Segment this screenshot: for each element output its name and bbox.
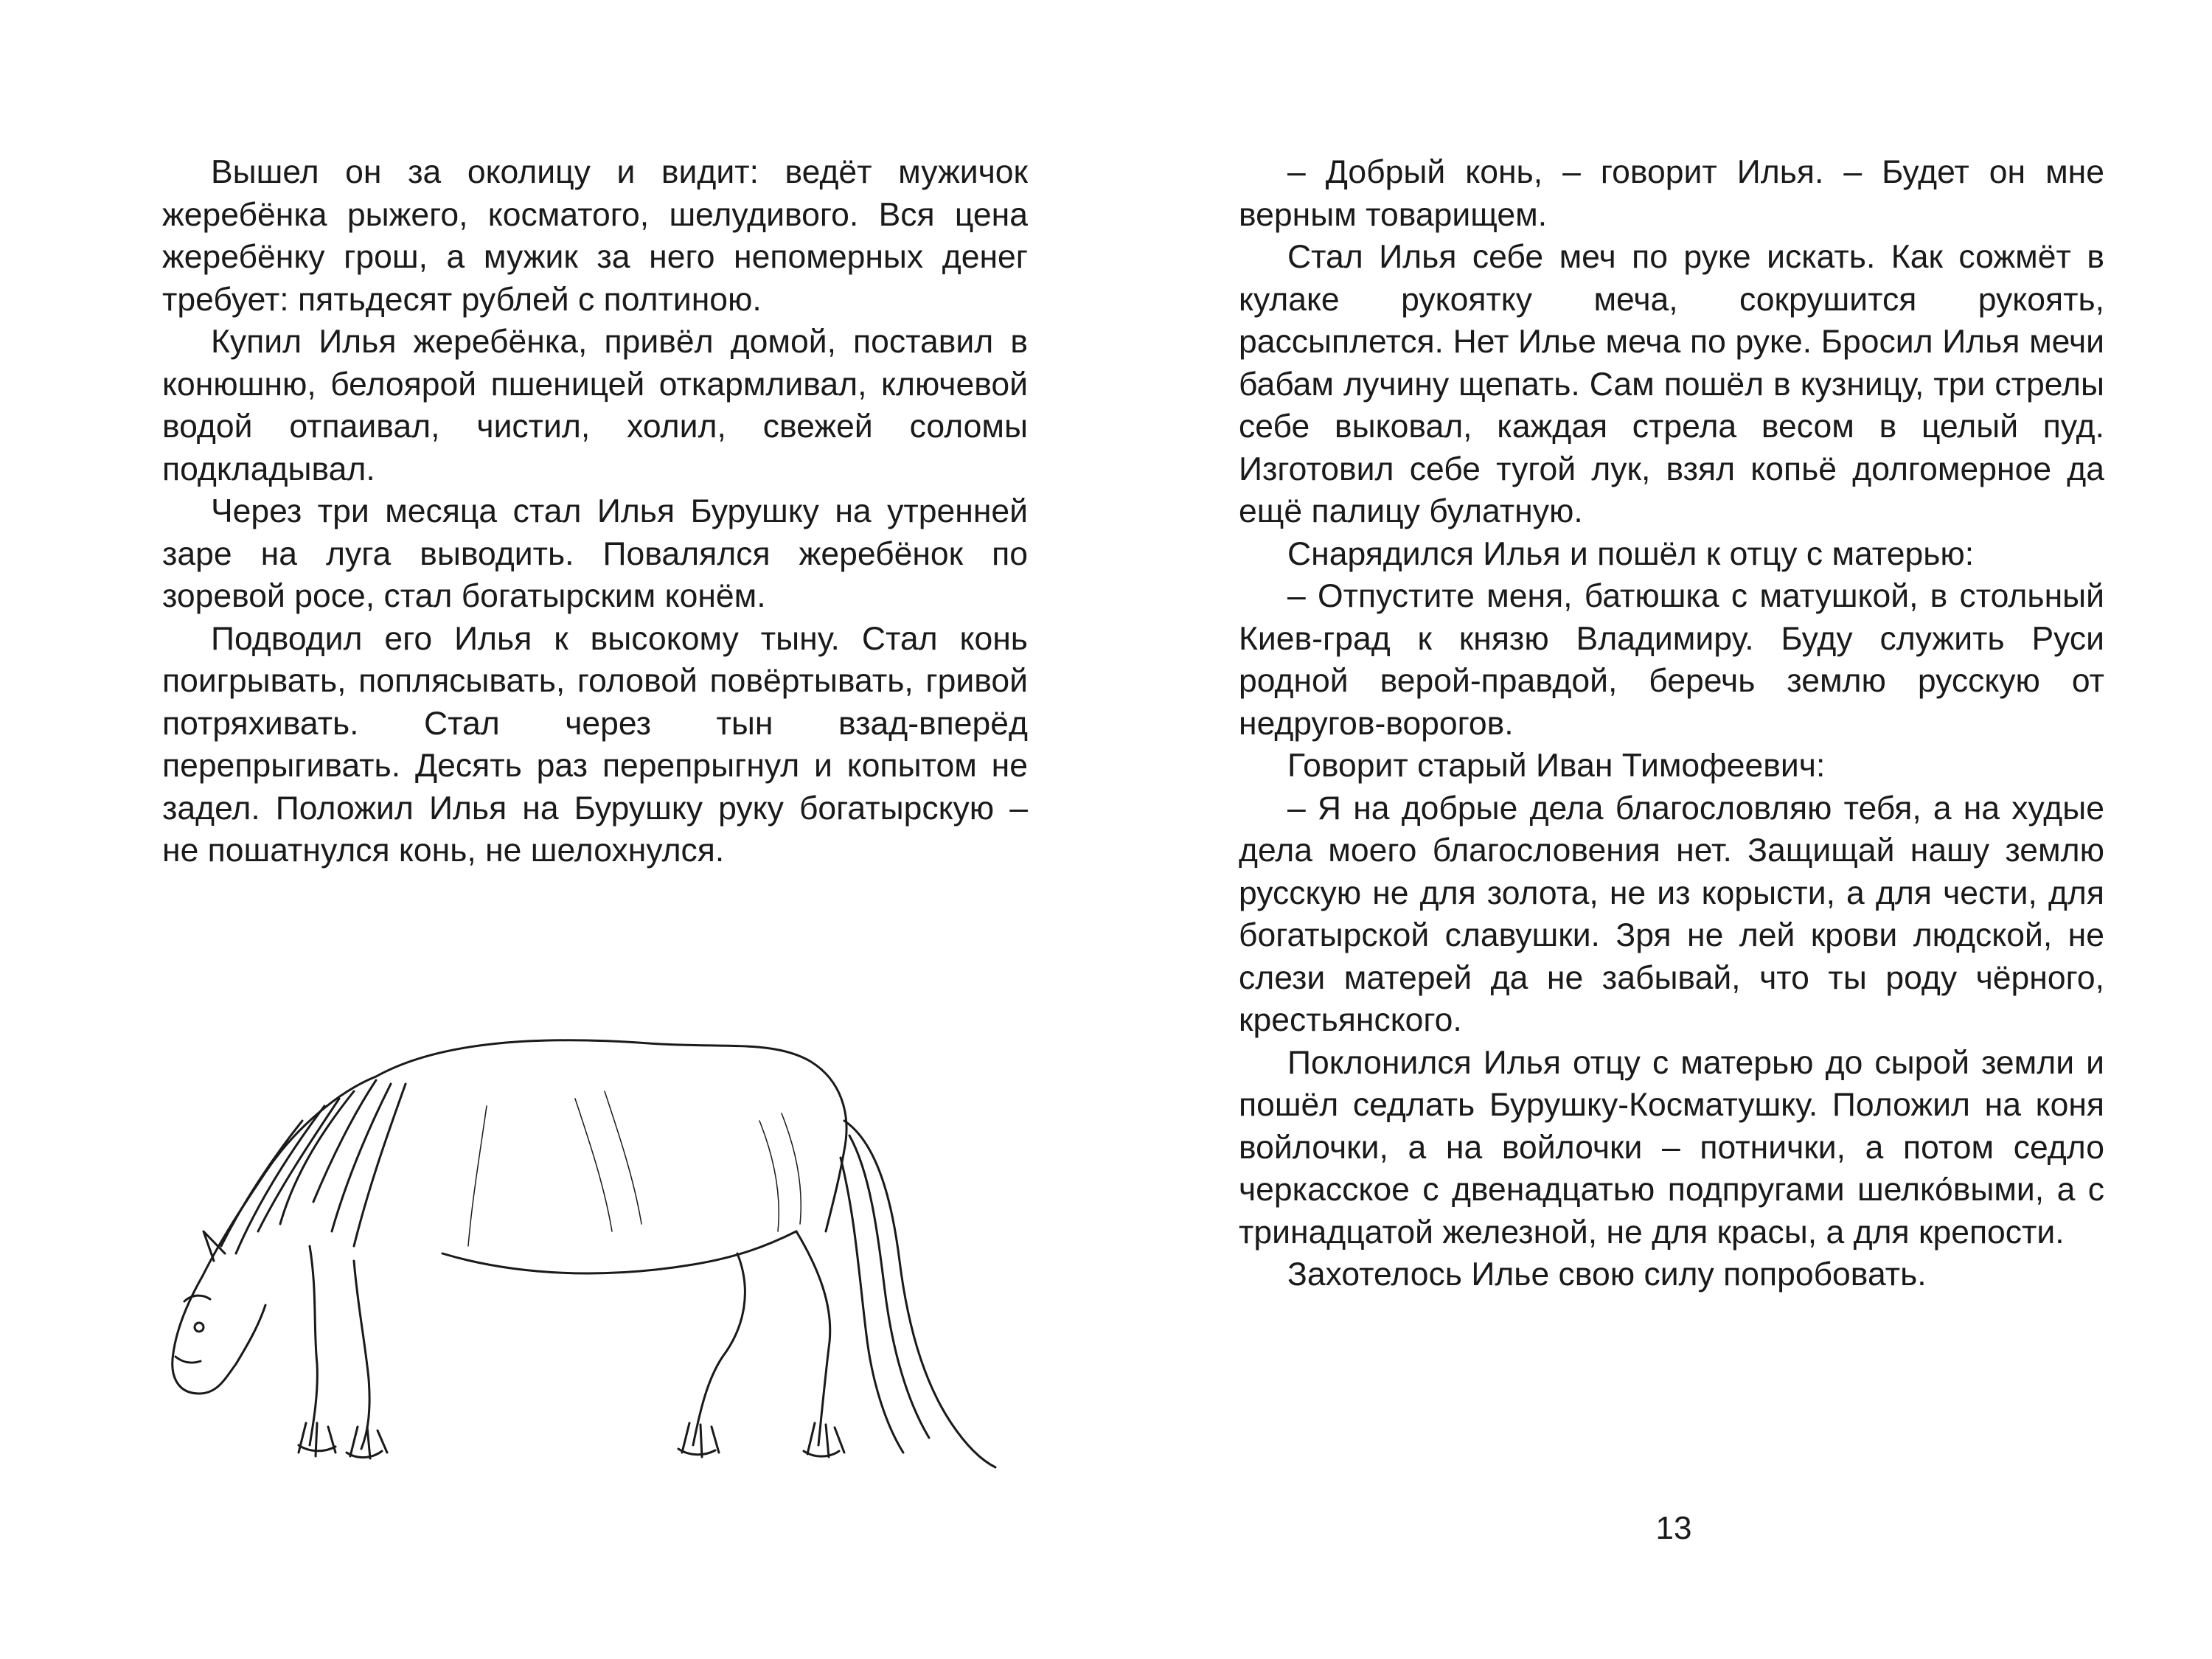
right-page: [1106, 0, 2212, 1659]
paragraph: Говорит старый Иван Тимофеевич:: [1287, 748, 1826, 784]
paragraph: Поклонился Илья отцу с матерью до сырой земли и пошёл седлать Бурушку-Косматушку. Положил на коня войлочки, а на войлочки – потнички, а потом седло черкасское с двенадцатью подпругами шелко́выми, а с тринадцатой железной, не для красы, а для крепости.: [1239, 1044, 2104, 1251]
paragraph: Стал Илья себе меч по руке искать. Как сожмёт в кулаке рукоятку меча, сокрушится рукоять, рассыплется. Нет Илье меча по руке. Бросил Илья мечи бабам лучину щепать. Сам пошёл в кузницу, три стрелы себе выковал, каждая стрела весом в целый пуд. Изготовил себе тугой лук, взял копьё долгомерное да ещё палицу булатную.: [1239, 239, 2104, 529]
horse-illustration: [133, 1010, 1018, 1482]
paragraph: Вышел он за околицу и видит: ведёт мужичок жеребёнка рыжего, косматого, шелудивого. Вся цена жеребёнку грош, а мужик за него непомерных денег требует: пятьдесят рублей с полтиною.: [162, 154, 1028, 318]
paragraph: – Добрый конь, – говорит Илья. – Будет он мне верным товарищем.: [1239, 154, 2104, 233]
paragraph: – Отпустите меня, батюшка с матушкой, в стольный Киев-град к князю Владимиру. Буду служить Руси родной верой-правдой, беречь землю русскую от недругов-ворогов.: [1239, 578, 2104, 742]
page-number: 13: [1655, 1510, 1692, 1546]
paragraph: Подводил его Илья к высокому тыну. Стал конь поигрывать, поплясывать, головой повёртывать, гривой потряхивать. Стал через тын взад-вперёд перепрыгивать. Десять раз перепрыгнул и копытом не задел. Положил Илья на Бурушку руку богатырскую – не пошатнулся конь, не шелохнулся.: [162, 620, 1028, 869]
paragraph: Снарядился Илья и пошёл к отцу с матерью:: [1287, 535, 1975, 572]
horse-drawing: [133, 1010, 1018, 1482]
paragraph: Купил Илья жеребёнка, привёл домой, поставил в конюшню, белоярой пшеницей откармливал, ключевой водой отпаивал, чистил, холил, свежей соломы подкладывал.: [162, 324, 1028, 487]
right-text-block: [1239, 151, 2104, 1296]
paragraph: – Я на добрые дела благословляю тебя, а на худые дела моего благословения нет. Защищай нашу землю русскую не для золота, не из корысти, а для чести, для богатырской славушки. Зря не лей крови людской, не слези матерей да не забывай, что ты роду чёрного, крестьянского.: [1239, 790, 2104, 1038]
left-text-block: [162, 151, 1028, 872]
paragraph: Захотелось Илье свою силу попробовать.: [1287, 1256, 1927, 1293]
paragraph: Через три месяца стал Илья Бурушку на утренней заре на луга выводить. Повалялся жеребёнок по зоревой росе, стал богатырским конём.: [162, 493, 1028, 614]
